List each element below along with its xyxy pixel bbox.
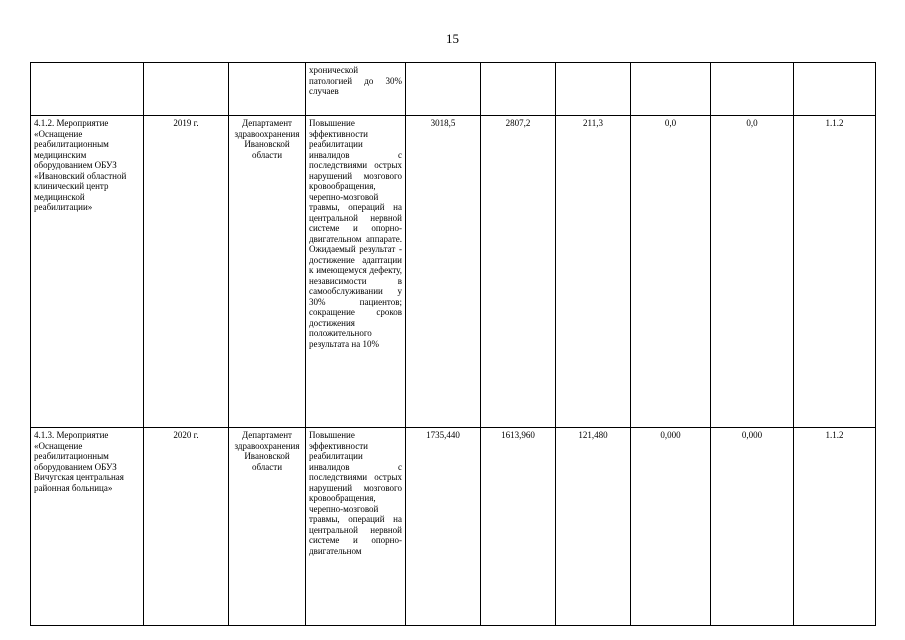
value-cell: 211,3 xyxy=(556,116,631,428)
value-cell xyxy=(406,63,481,116)
measure-name-cell: 4.1.2. Мероприятие «Оснащение реабилитационным медицинским оборудованием ОБУЗ «Ивановский областной клинический центр медицинской реабилитации» xyxy=(31,116,144,428)
value-cell xyxy=(481,63,556,116)
description-cell: хронической патологией до 30% случаев xyxy=(306,63,406,116)
table-row-4-1-3 xyxy=(31,428,876,626)
value-cell: 2807,2 xyxy=(481,116,556,428)
page-number: 15 xyxy=(446,31,459,46)
value-cell: 1.1.2 xyxy=(794,428,876,626)
year-cell: 2019 г. xyxy=(144,116,229,428)
year-cell xyxy=(144,63,229,116)
value-cell: 1613,960 xyxy=(481,428,556,626)
department-cell: Департамент здравоохранения Ивановской области xyxy=(229,428,306,626)
value-cell: 121,480 xyxy=(556,428,631,626)
value-cell: 1735,440 xyxy=(406,428,481,626)
value-cell xyxy=(556,63,631,116)
measure-name-cell xyxy=(31,63,144,116)
value-cell: 0,000 xyxy=(631,428,711,626)
year-cell: 2020 г. xyxy=(144,428,229,626)
value-cell: 3018,5 xyxy=(406,116,481,428)
value-cell: 0,000 xyxy=(711,428,794,626)
program-measures-table xyxy=(30,62,876,626)
department-cell: Департамент здравоохранения Ивановской области xyxy=(229,116,306,428)
value-cell xyxy=(631,63,711,116)
description-cell: Повышение эффективности реабилитации инвалидов с последствиями острых нарушений мозгового кровообращения, черепно-мозговой травмы, операций на центральной нервной системе и опорно-двигательном xyxy=(306,428,406,626)
table-row-4-1-2 xyxy=(31,116,876,428)
measure-name-cell: 4.1.3. Мероприятие «Оснащение реабилитационным оборудованием ОБУЗ Вичугская центральная районная больница» xyxy=(31,428,144,626)
value-cell: 0,0 xyxy=(631,116,711,428)
description-cell: Повышение эффективности реабилитации инвалидов с последствиями острых нарушений мозгового кровообращения, черепно-мозговой травмы, операций на центральной нервной системе и опорно-двигательном аппарате. Ожидаемый результат - достижение адаптации к имеющемуся дефекту, независимости в самообслуживании у 30% пациентов; сокращение сроков достижения положительного результата на 10% xyxy=(306,116,406,428)
value-cell xyxy=(711,63,794,116)
value-cell: 1.1.2 xyxy=(794,116,876,428)
table-row-continuation xyxy=(31,63,876,116)
value-cell: 0,0 xyxy=(711,116,794,428)
value-cell xyxy=(794,63,876,116)
department-cell xyxy=(229,63,306,116)
